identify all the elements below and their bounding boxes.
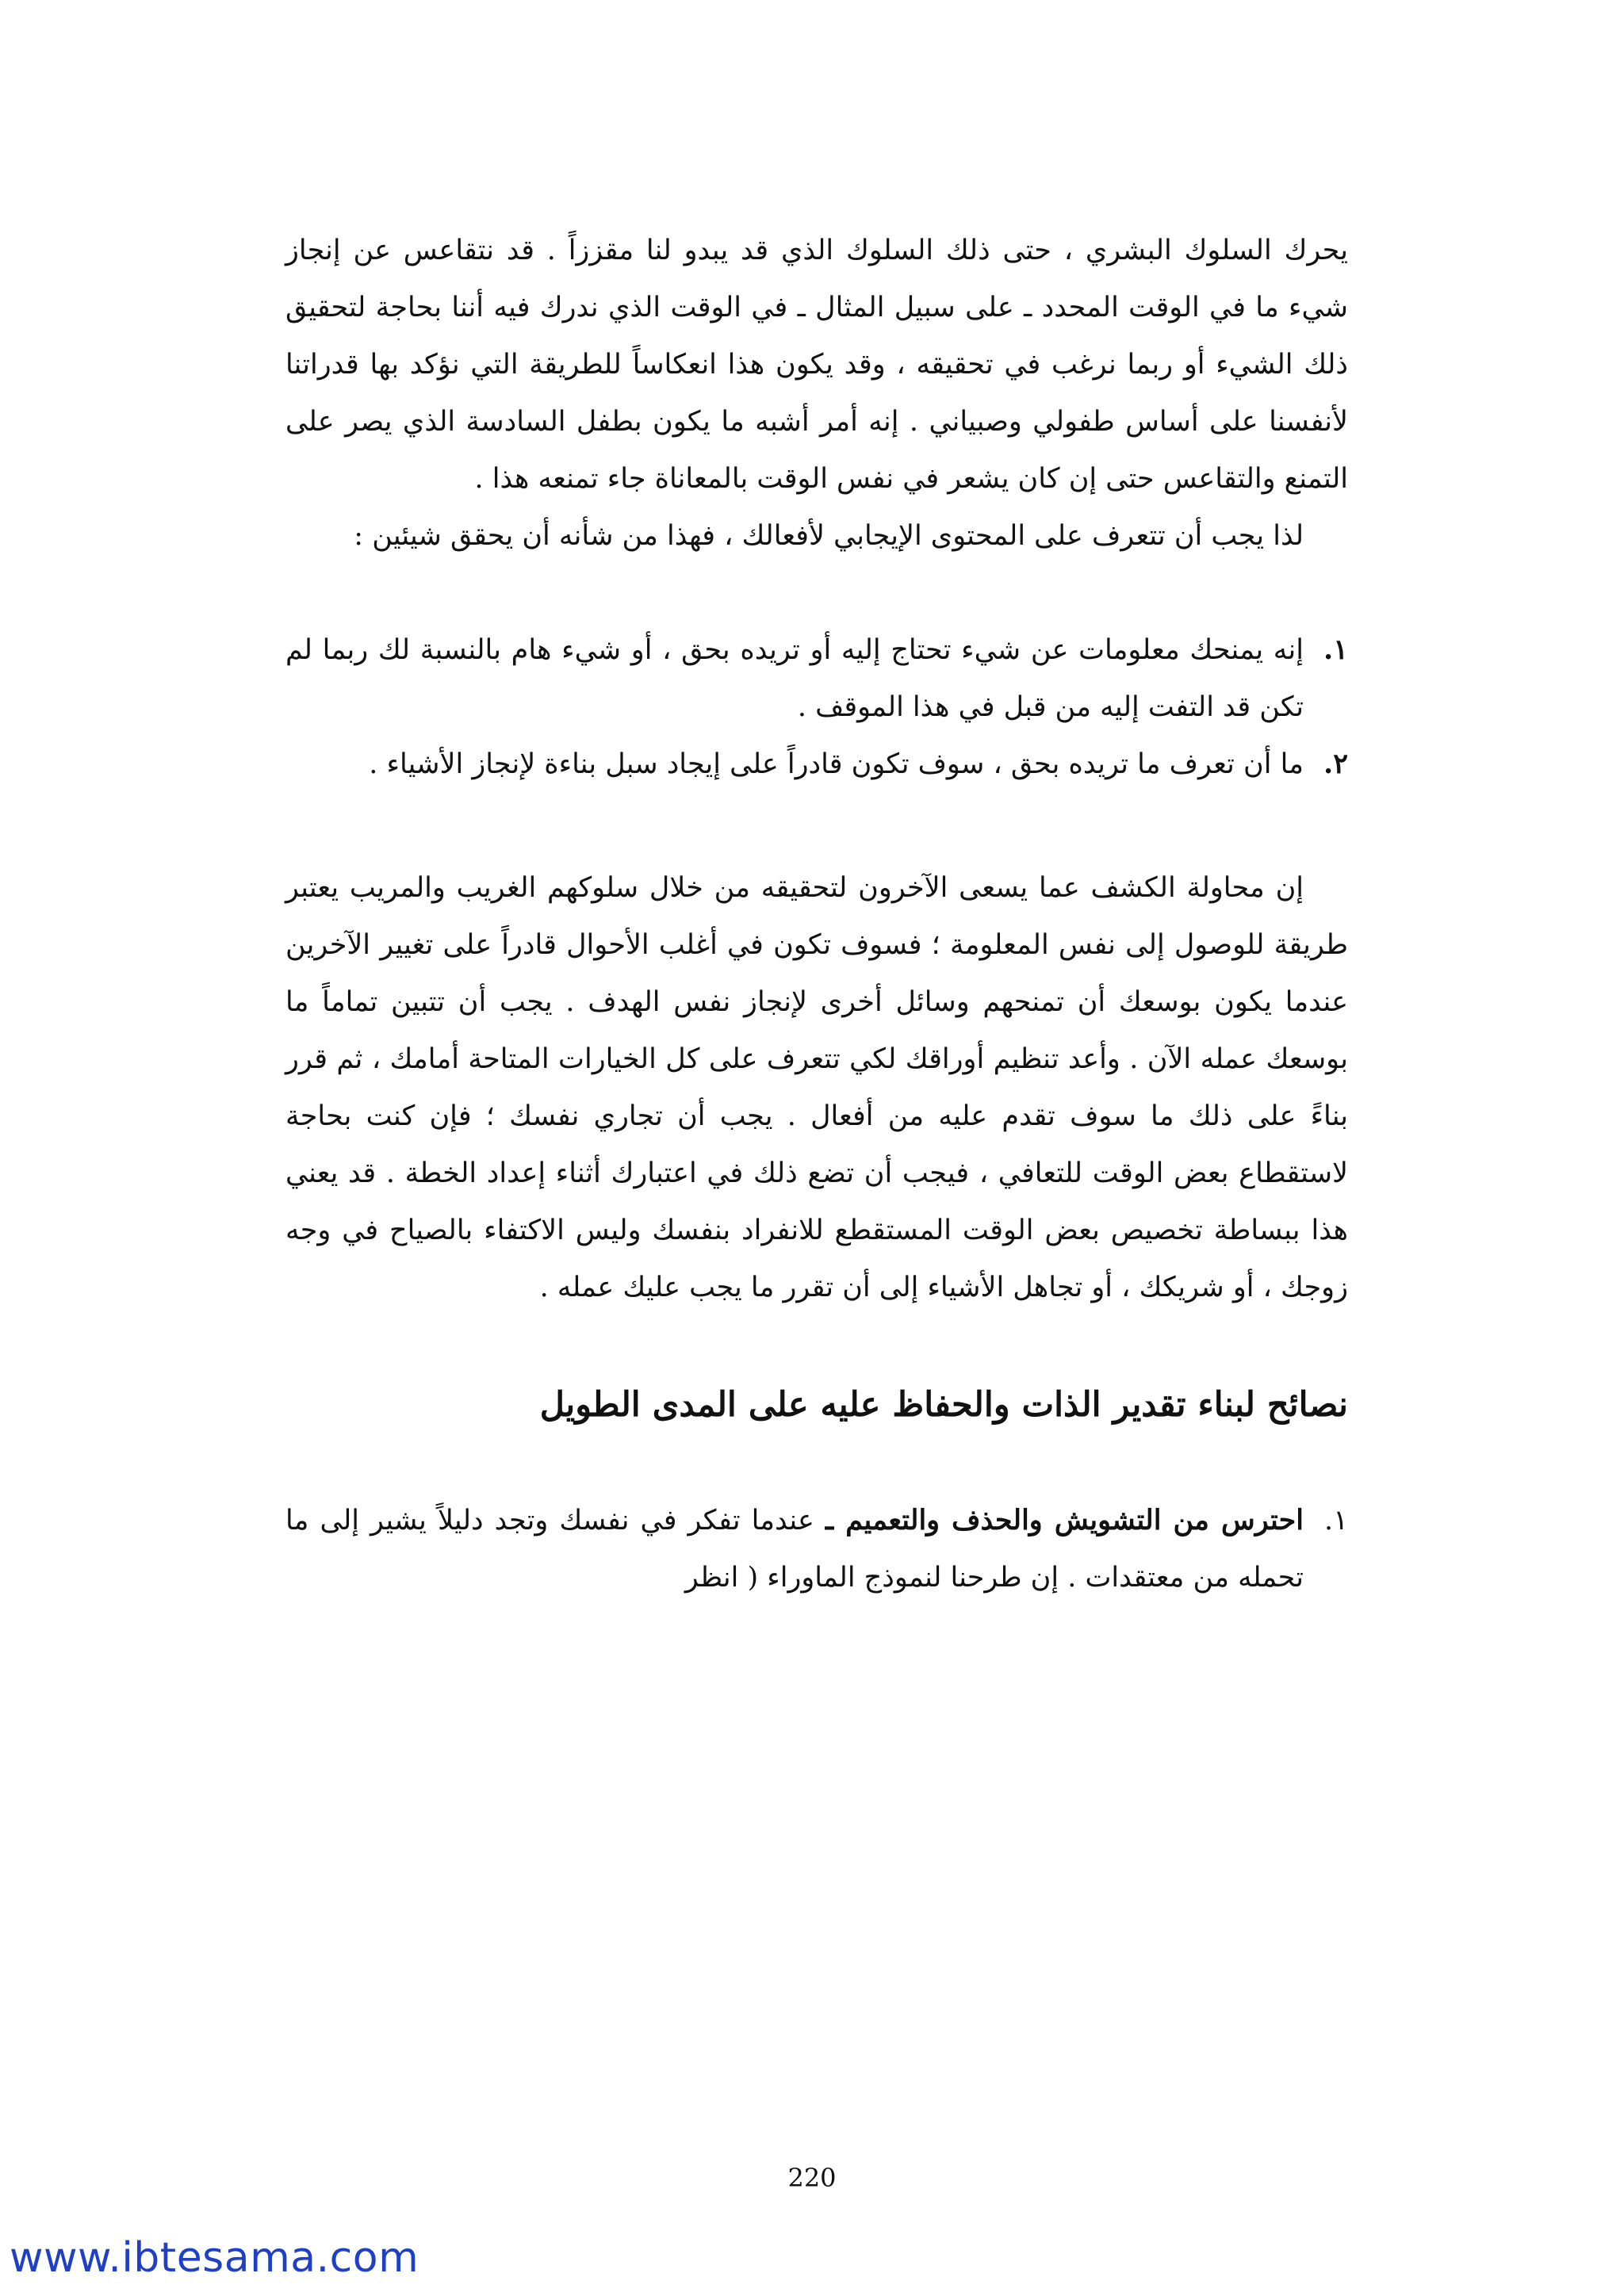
numbered-list	[285, 622, 1348, 793]
page-body	[285, 222, 1348, 1606]
list-item	[285, 736, 1348, 793]
paragraph-2: لذا يجب أن تتعرف على المحتوى الإيجابي لأفعالك ، فهذا من شأنه أن يحقق شيئين :	[354, 520, 1304, 552]
list-item-text: إنه يمنحك معلومات عن شيء تحتاج إليه أو تريده بحق ، أو شيء هام بالنسبة لك ربما لم تكن قد التفت إليه من قبل في هذا الموقف .	[285, 634, 1304, 723]
list-item-number: ٢.	[1323, 748, 1348, 780]
list-item-number: ١.	[1323, 633, 1348, 666]
tip-item-text: عندما تفكر في نفسك وتجد دليلاً يشير إلى ما تحمله من معتقدات . إن طرحنا لنموذج الماوراء ( انظر	[285, 1505, 1304, 1594]
tip-item-number: ١.	[1324, 1505, 1348, 1536]
section-spacer	[285, 793, 1348, 859]
list-item	[285, 622, 1348, 736]
paragraph-3: إن محاولة الكشف عما يسعى الآخرون لتحقيقه من خلال سلوكهم الغريب والمريب يعتبر طريقة للوصول إلى نفس المعلومة ؛ فسوف تكون في أغلب الأحوال قادراً على تغيير الآخرين عندما يكون بوسعك أن تمنحهم وسائل أخرى لإنجاز نفس الهدف . يجب أن تتبين تماماً ما بوسعك عمله الآن . وأعد تنظيم أوراقك لكي تتعرف على كل الخيارات المتاحة أمامك ، ثم قرر بناءً على ذلك ما سوف تقدم عليه من أفعال . يجب أن تجاري نفسك ؛ فإن كنت بحاجة لاستقطاع بعض الوقت للتعافي ، فيجب أن تضع ذلك في اعتبارك أثناء إعداد الخطة . قد يعني هذا ببساطة تخصيص بعض الوقت المستقطع للانفراد بنفسك وليس الاكتفاء بالصياح في وجه زوجك ، أو شريكك ، أو تجاهل الأشياء إلى أن تقرر ما يجب عليك عمله .	[285, 872, 1348, 1303]
paragraph-1: يحرك السلوك البشري ، حتى ذلك السلوك الذي قد يبدو لنا مقززاً . قد نتقاعس عن إنجاز شيء ما في الوقت المحدد ـ على سبيل المثال ـ في الوقت الذي ندرك فيه أننا بحاجة لتحقيق ذلك الشيء أو ربما نرغب في تحقيقه ، وقد يكون هذا انعكاساً للطريقة التي نؤكد بها قدراتنا لأنفسنا على أساس طفولي وصبياني . إنه أمر أشبه ما يكون بطفل السادسة الذي يصر على التمنع والتقاعس حتى إن كان يشعر في نفس الوقت بالمعاناة جاء تمنعه هذا .	[285, 235, 1348, 495]
tip-item	[285, 1492, 1348, 1606]
section-heading: نصائح لبناء تقدير الذات والحفاظ عليه على المدى الطويل	[539, 1385, 1348, 1425]
tips-list	[285, 1492, 1348, 1606]
page-number: 220	[787, 2163, 837, 2193]
tip-item-lead: احترس من التشويش والحذف والتعميم ـ	[825, 1504, 1304, 1536]
watermark-link[interactable]: www.ibtesama.com	[10, 2234, 419, 2282]
list-item-text: ما أن تعرف ما تريده بحق ، سوف تكون قادراً على إيجاد سبل بناءة لإنجاز الأشياء .	[369, 748, 1304, 780]
